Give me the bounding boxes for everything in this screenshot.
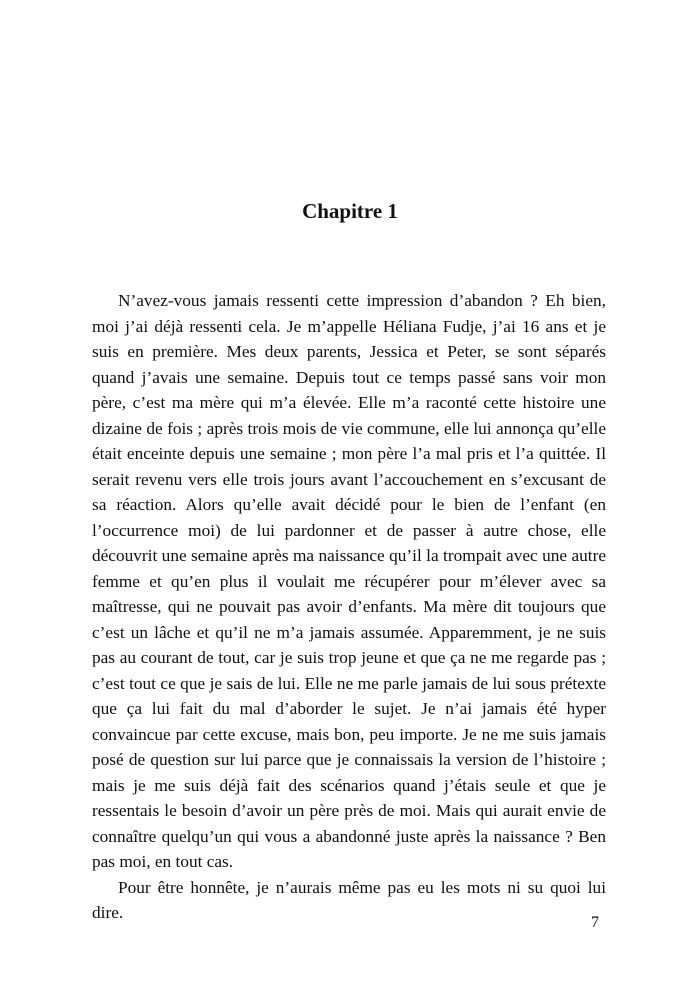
page-number: 7 bbox=[591, 914, 599, 931]
chapter-title: Chapitre 1 bbox=[302, 199, 398, 223]
chapter-body bbox=[92, 288, 606, 926]
paragraph-1: N’avez-vous jamais ressenti cette impression d’abandon ? Eh bien, moi j’ai déjà ressenti cela. Je m’appelle Héliana Fudje, j’ai 16 ans et je suis en première. Mes deux parents, Jessica et Peter, se sont séparés quand j’avais une semaine. Depuis tout ce temps passé sans voir mon père, c’est ma mère qui m’a élevée. Elle m’a raconté cette histoire une dizaine de fois ; après trois mois de vie commune, elle lui annonça qu’elle était enceinte depuis une semaine ; mon père l’a mal pris et l’a quittée. Il serait revenu vers elle trois jours avant l’accouchement en s’excusant de sa réaction. Alors qu’elle avait décidé pour le bien de l’enfant (en l’occurrence moi) de lui pardonner et de passer à autre chose, elle découvrit une semaine après ma naissance qu’il la trompait avec une autre femme et qu’en plus il voulait me récupérer pour m’élever avec sa maîtresse, qui ne pouvait pas avoir d’enfants. Ma mère dit toujours que c’est un lâche et qu’il ne m’a jamais assumée. Apparemment, je ne suis pas au courant de tout, car je suis trop jeune et que ça ne me regarde pas ; c’est tout ce que je sais de lui. Elle ne me parle jamais de lui sous prétexte que ça lui fait du mal d’aborder le sujet. Je n’ai jamais été hyper convaincue par cette excuse, mais bon, peu importe. Je ne me suis jamais posé de question sur lui parce que je connaissais la version de l’histoire ; mais je me suis déjà fait des scénarios quand j’étais seule et que je ressentais le besoin d’avoir un père près de moi. Mais qui aurait envie de connaître quelqu’un qui vous a abandonné juste après la naissance ? Ben pas moi, en tout cas. bbox=[92, 291, 606, 871]
paragraph-2: Pour être honnête, je n’aurais même pas eu les mots ni su quoi lui dire. bbox=[92, 877, 606, 922]
